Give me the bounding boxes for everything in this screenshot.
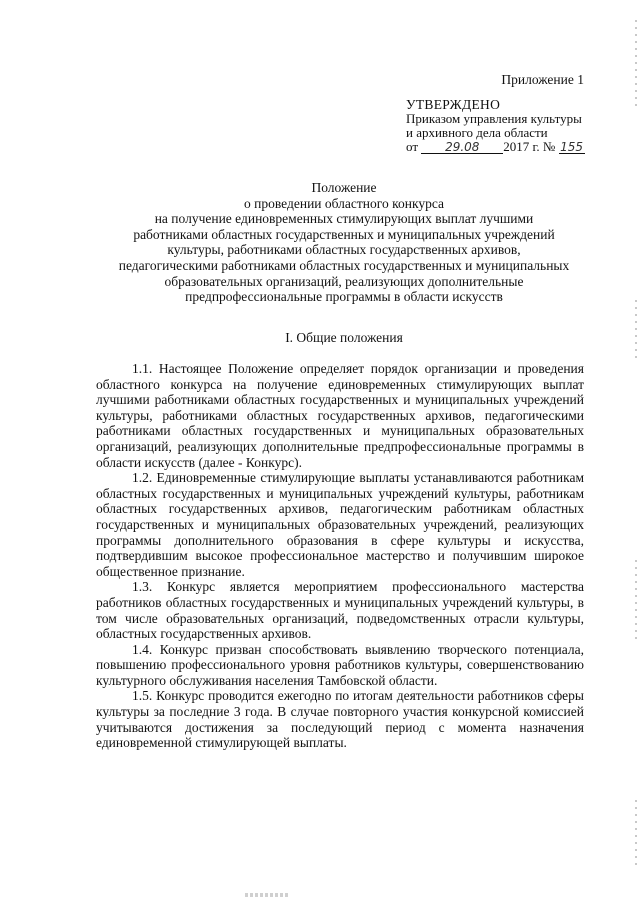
scan-footer-mark [245,893,289,897]
document-body [96,361,584,751]
scan-edge-artifact [635,20,637,110]
title-line: о проведении областного конкурса [244,195,444,211]
approved-heading: УТВЕРЖДЕНО [406,97,501,112]
scan-edge-artifact [635,300,637,360]
title-line: на получение единовременных стимулирующих выплат лучшими [154,211,534,227]
title-line: культуры, работниками областных государственных архивов, [167,242,521,258]
paragraph-1-3: 1.3. Конкурс является мероприятием профессионального мастерства работников областных государственных и муниципальных учреждений культуры, в том числе образовательных организаций, подведомственных отрасли культуры, областных государственных архивов. [96,579,584,642]
date-prefix: от [406,139,419,154]
handwritten-order-number: 155 [560,140,583,154]
title-line: предпрофессиональные программы в области искусств [185,289,503,305]
scan-edge-artifact [635,800,637,870]
title-line: педагогическими работниками областных государственных и муниципальных [118,257,570,273]
paragraph-1-2: 1.2. Единовременные стимулирующие выплаты устанавливаются работникам областных государственных и муниципальных учреждений культуры, работникам областных государственных архивов, педагогическим работникам областных государственных и муниципальных образовательных учреждений, реализующих программы дополнительного образования в сфере культуры и искусства, подтвердившим высокое профессиональное мастерство и получившим широкое общественное признание. [96,470,584,579]
paragraph-1-1: 1.1. Настоящее Положение определяет порядок организации и проведения областного конкурса на получение единовременных стимулирующих выплат лучшими работниками областных государственных и муниципальных учреждений культуры, работниками областных государственных архивов, педагогическими работниками областных государственных и муниципальных образовательных организаций, реализующих дополнительные предпрофессиональные программы в области искусств (далее - Конкурс). [96,361,584,470]
title-line: работниками областных государственных и муниципальных учреждений [133,226,555,242]
section-heading: I. Общие положения [285,330,403,345]
order-year: 2017 г. [503,139,540,154]
title-line: образовательных организаций, реализующих дополнительные [164,273,524,289]
number-sign: № [542,139,556,154]
appendix-label: Приложение 1 [501,72,584,87]
approval-stamp [406,98,590,154]
document-title [96,180,592,305]
scan-edge-artifact [635,560,637,640]
paragraph-1-4: 1.4. Конкурс призван способствовать выявлению творческого потенциала, повышению профессионального уровня работников культуры, совершенствованию культурного обслуживания населения Тамбовской области. [96,641,584,688]
order-date-line [406,140,590,154]
handwritten-date: 29.08 [421,141,503,154]
order-line-2: и архивного дела области [406,125,548,140]
paragraph-1-5: 1.5. Конкурс проводится ежегодно по итогам деятельности работников сферы культуры за последние 3 года. В случае повторного участия конкурсной комиссией учитываются достижения за последующий период с момента назначения единовременной стимулирующей выплаты. [96,688,584,751]
title-line: Положение [311,180,377,195]
order-line-1: Приказом управления культуры [406,111,582,126]
